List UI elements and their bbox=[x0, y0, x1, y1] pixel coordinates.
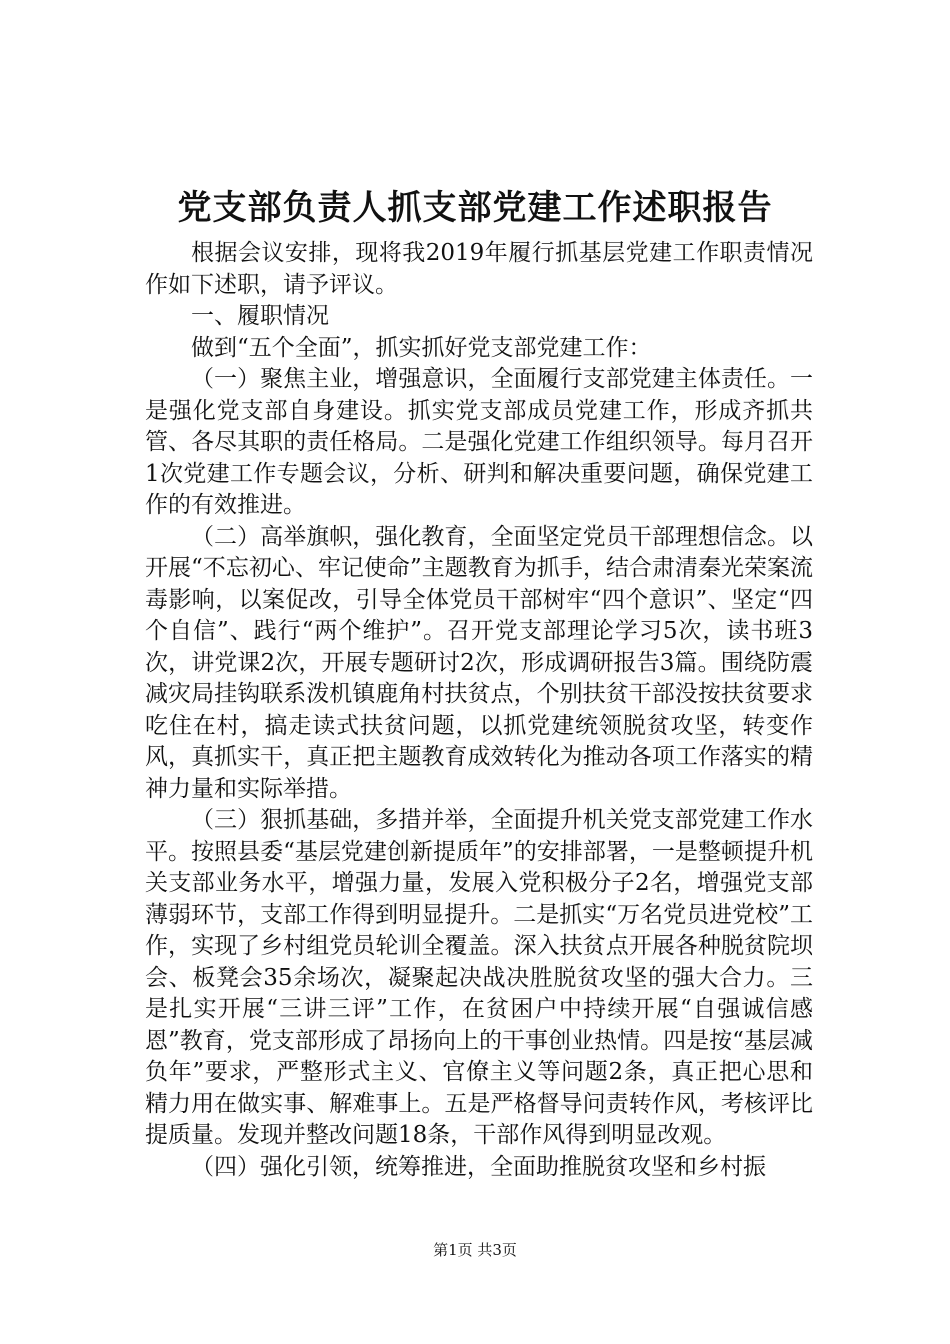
document-title: 党支部负责人抓支部党建工作述职报告 bbox=[177, 188, 773, 228]
section-heading: 一、履职情况 bbox=[191, 303, 329, 329]
paragraph-item-3: （三）狠抓基础，多措并举，全面提升机关党支部党建工作水平。按照县委“基层党建创新提质年”的安排部署，一是整顿提升机关支部业务水平，增强力量，发展入党积极分子2名，增强党支部薄弱环节，支部工作得到明显提升。二是抓实“万名党员进党校”工作，实现了乡村组党员轮训全覆盖。深入扶贫点开展各种脱贫院坝会、板凳会35余场次，凝聚起决战决胜脱贫攻坚的强大合力。三是扎实开展“三讲三评”工作，在贫困户中持续开展“自强诚信感恩”教育，党支部形成了昂扬向上的干事创业热情。四是按“基层减负年”要求，严整形式主义、官僚主义等问题2条，真正把心思和精力用在做实事、解难事上。五是严格督导问责转作风，考核评比提质量。发现并整改问题18条，干部作风得到明显改观。 bbox=[145, 807, 813, 1148]
paragraph-item-2: （二）高举旗帜，强化教育，全面坚定党员干部理想信念。以开展“不忘初心、牢记使命”主题教育为抓手，结合肃清秦光荣案流毒影响，以案促改，引导全体党员干部树牢“四个意识”、坚定“四个自信”、践行“两个维护”。召开党支部理论学习5次，读书班3次，讲党课2次，开展专题研讨2次，形成调研报告3篇。围绕防震减灾局挂钩联系泼机镇鹿角村扶贫点，个别扶贫干部没按扶贫要求吃住在村，搞走读式扶贫问题，以抓党建统领脱贫攻坚，转变作风，真抓实干，真正把主题教育成效转化为推动各项工作落实的精神力量和实际举措。 bbox=[145, 523, 813, 802]
paragraph-item-4: （四）强化引领，统筹推进，全面助推脱贫攻坚和乡村振 bbox=[191, 1153, 766, 1180]
paragraph-summary: 做到“五个全面”，抓实抓好党支部党建工作： bbox=[191, 334, 652, 361]
paragraph-item-1: （一）聚焦主业，增强意识，全面履行支部党建主体责任。一是强化党支部自身建设。抓实党支部成员党建工作，形成齐抓共管、各尽其职的责任格局。二是强化党建工作组织领导。每月召开1次党建工作专题会议，分析、研判和解决重要问题，确保党建工作的有效推进。 bbox=[145, 366, 813, 518]
document-body bbox=[145, 238, 813, 1183]
page-footer: 第1页 共3页 bbox=[433, 1241, 517, 1259]
paragraph-intro: 根据会议安排，现将我2019年履行抓基层党建工作职责情况作如下述职，请予评议。 bbox=[145, 240, 813, 298]
